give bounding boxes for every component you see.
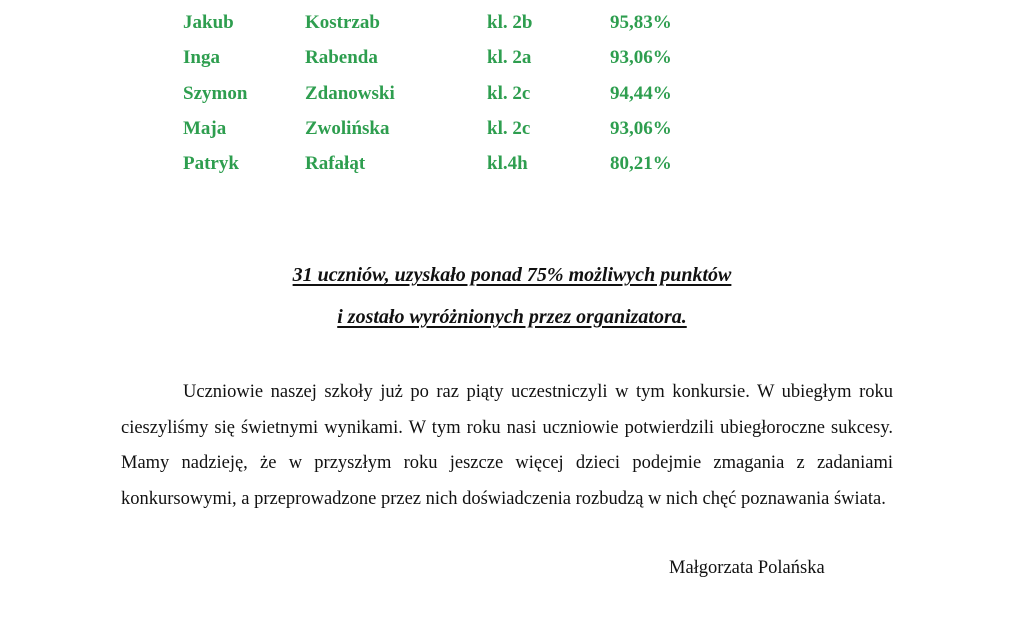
class-label: kl. 2b (487, 12, 533, 33)
class-label: kl. 2c (487, 118, 531, 139)
first-name: Maja (183, 118, 227, 139)
signature: Małgorzata Polańska (669, 558, 825, 578)
last-name: Rabenda (305, 47, 378, 68)
last-name: Rafałąt (305, 153, 366, 174)
first-name: Patryk (183, 153, 239, 174)
percent-score: 80,21% (610, 153, 672, 174)
result-row (0, 10, 1024, 36)
highlight-line-1: 31 uczniów, uzyskało ponad 75% możliwych punktów (292, 264, 732, 286)
last-name: Zwolińska (305, 118, 390, 139)
result-row (0, 116, 1024, 142)
result-row (0, 81, 1024, 107)
first-name: Szymon (183, 83, 248, 104)
class-label: kl.4h (487, 153, 528, 174)
last-name: Zdanowski (305, 83, 395, 104)
percent-score: 95,83% (610, 12, 672, 33)
first-name: Inga (183, 47, 220, 68)
percent-score: 93,06% (610, 118, 672, 139)
highlight-line-2: i zostało wyróżnionych przez organizatora. (337, 306, 687, 328)
percent-score: 93,06% (610, 47, 672, 68)
percent-score: 94,44% (610, 83, 672, 104)
class-label: kl. 2a (487, 47, 532, 68)
body-paragraph: Uczniowie naszej szkoły już po raz piąty uczestniczyli w tym konkursie. W ubiegłym roku cieszyliśmy się świetnymi wynikami. W tym roku nasi uczniowie potwierdzili ubiegłoroczne sukcesy. Mamy nadzieję, że w przyszłym roku jeszcze więcej dzieci podejmie zmagania z zadaniami konkursowymi, a przeprowadzone przez nich doświadczenia rozbudzą w nich chęć poznawania świata. (121, 382, 893, 509)
result-row (0, 45, 1024, 71)
first-name: Jakub (183, 12, 234, 33)
class-label: kl. 2c (487, 83, 531, 104)
last-name: Kostrzab (305, 12, 380, 33)
result-row (0, 151, 1024, 177)
